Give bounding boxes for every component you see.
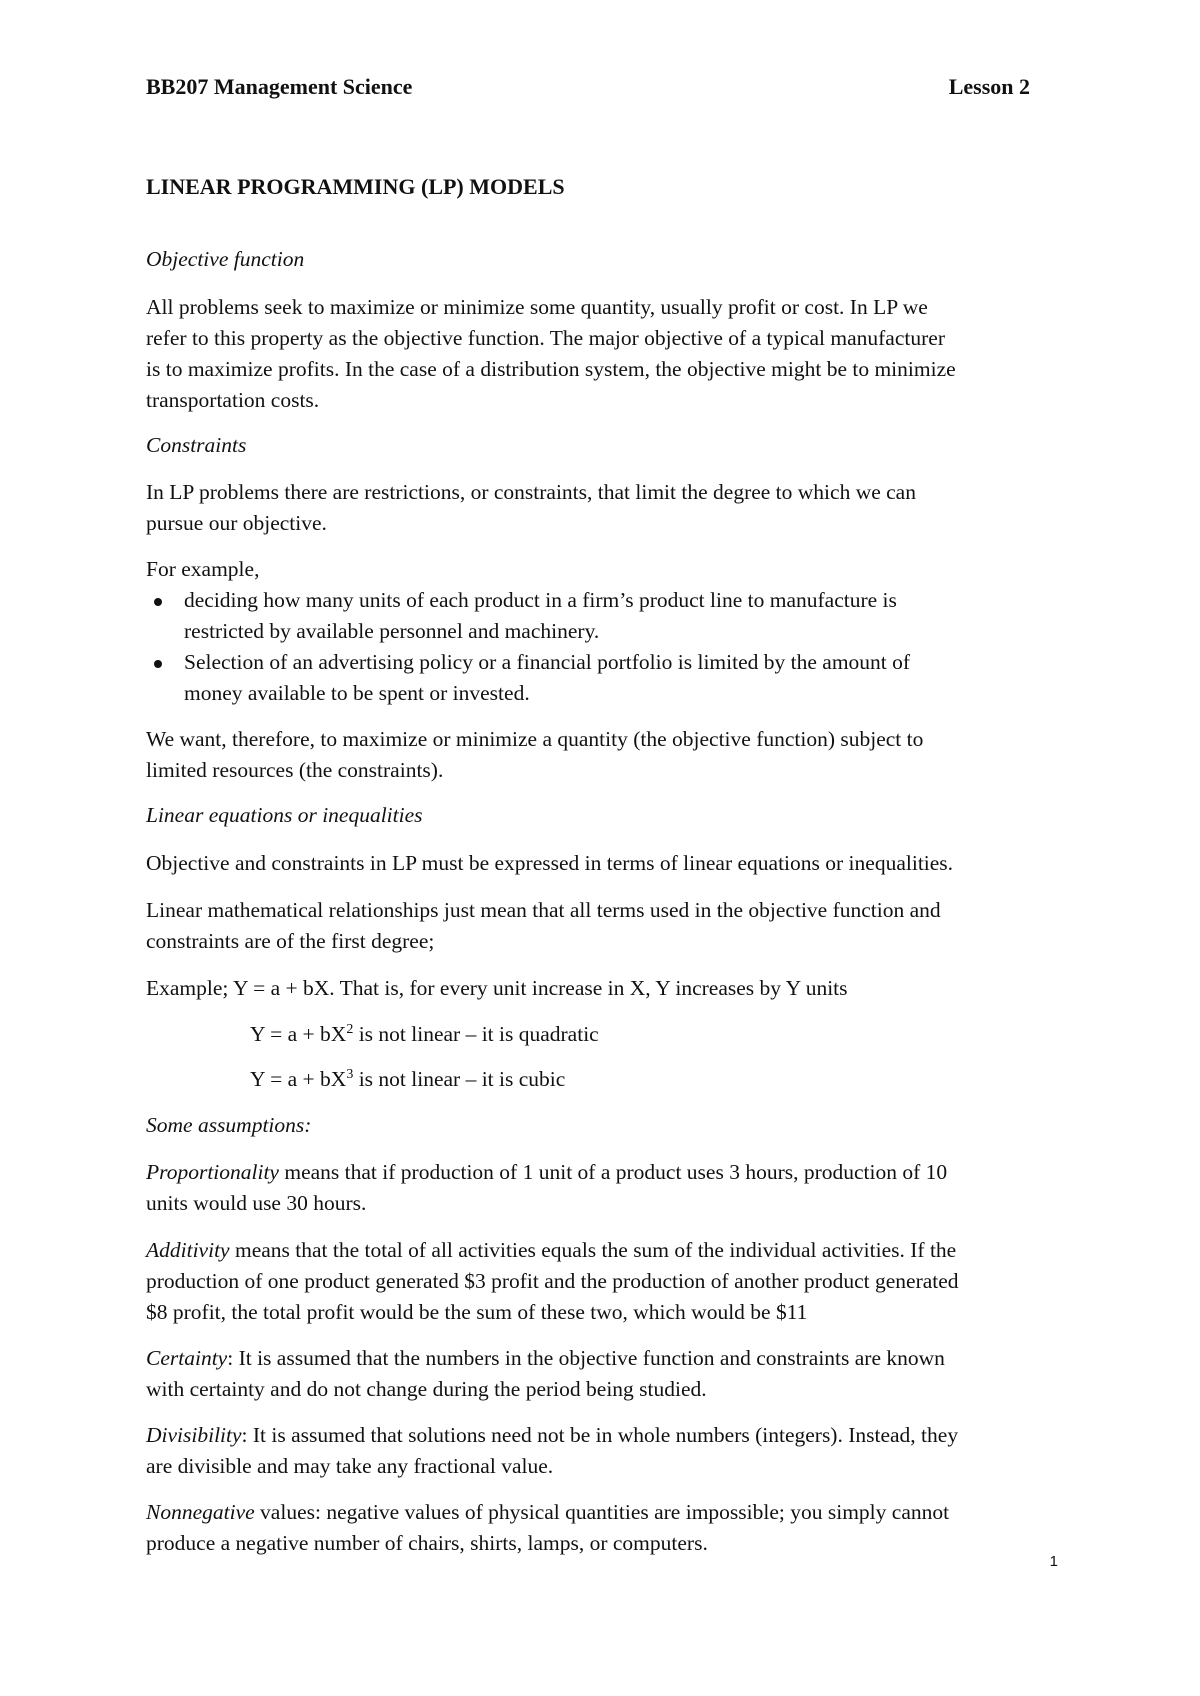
term-proportionality: Proportionality — [146, 1160, 279, 1184]
linear-heading: Linear equations or inequalities — [146, 803, 423, 827]
list-item-text: Selection of an advertising policy or a financial portfolio is limited by the amount of — [184, 650, 911, 674]
page-title: LINEAR PROGRAMMING (LP) MODELS — [146, 174, 565, 199]
constraints-paragraph-line: In LP problems there are restrictions, or constraints, that limit the degree to which we can — [146, 480, 916, 504]
linear-paragraph-line: Linear mathematical relationships just mean that all terms used in the objective function and — [146, 898, 941, 922]
bullet-icon — [154, 660, 162, 668]
example-line: Example; Y = a + bX. That is, for every unit increase in X, Y increases by Y units — [146, 976, 848, 1000]
term-certainty: Certainty — [146, 1346, 228, 1370]
page-number: 1 — [1049, 1553, 1058, 1570]
equation-base: Y = a + bX — [250, 1067, 347, 1091]
certainty-line: with certainty and do not change during the period being studied. — [146, 1377, 707, 1401]
term-additivity: Additivity — [146, 1238, 230, 1262]
divisibility-line: are divisible and may take any fractional value. — [146, 1454, 554, 1478]
additivity-line: production of one product generated $3 profit and the production of another product generated — [146, 1269, 959, 1293]
additivity-text: means that the total of all activities equals the sum of the individual activities. If the — [229, 1238, 957, 1262]
constraints-paragraph-line: pursue our objective. — [146, 511, 327, 535]
additivity-line: $8 profit, the total profit would be the sum of these two, which would be $11 — [146, 1300, 808, 1324]
proportionality-line — [146, 1157, 1076, 1188]
divisibility-line — [146, 1420, 1076, 1451]
bullet-icon — [154, 598, 162, 606]
term-nonnegative: Nonnegative — [146, 1500, 255, 1524]
linear-paragraph: Objective and constraints in LP must be expressed in terms of linear equations or inequalities. — [146, 851, 954, 875]
objective-heading: Objective function — [146, 247, 305, 271]
linear-paragraph-line: constraints are of the first degree; — [146, 929, 435, 953]
equation-text: is not linear – it is cubic — [353, 1067, 566, 1091]
proportionality-text: means that if production of 1 unit of a product uses 3 hours, production of 10 — [278, 1160, 948, 1184]
we-want-line: limited resources (the constraints). — [146, 758, 444, 782]
constraints-heading: Constraints — [146, 433, 247, 457]
nonnegative-text: values: negative values of physical quantities are impossible; you simply cannot — [254, 1500, 950, 1524]
additivity-line — [146, 1235, 1076, 1266]
for-example-label: For example, — [146, 557, 260, 581]
nonnegative-line: produce a negative number of chairs, shirts, lamps, or computers. — [146, 1531, 708, 1555]
equation-exponent: 2 — [346, 1021, 354, 1037]
objective-paragraph-line: transportation costs. — [146, 388, 320, 412]
header-course: BB207 Management Science — [146, 74, 413, 99]
header-lesson: Lesson 2 — [948, 74, 1030, 99]
list-item-text: money available to be spent or invested. — [184, 681, 530, 705]
equation-exponent: 3 — [346, 1066, 354, 1082]
divisibility-text: : It is assumed that solutions need not be in whole numbers (integers). Instead, they — [241, 1423, 959, 1447]
equation-cubic — [250, 1064, 565, 1095]
objective-paragraph-line: All problems seek to maximize or minimize some quantity, usually profit or cost. In LP we — [146, 295, 928, 319]
assumptions-heading: Some assumptions: — [146, 1113, 312, 1137]
term-divisibility: Divisibility — [146, 1423, 242, 1447]
proportionality-line: units would use 30 hours. — [146, 1191, 367, 1215]
equation-quadratic — [250, 1019, 599, 1050]
nonnegative-line — [146, 1497, 1076, 1528]
certainty-line — [146, 1343, 1076, 1374]
certainty-text: : It is assumed that the numbers in the objective function and constraints are known — [227, 1346, 945, 1370]
objective-paragraph-line: refer to this property as the objective function. The major objective of a typical manufacturer — [146, 326, 945, 350]
list-item-text: restricted by available personnel and machinery. — [184, 619, 600, 643]
list-item-text: deciding how many units of each product in a firm’s product line to manufacture is — [184, 588, 897, 612]
equation-text: is not linear – it is quadratic — [353, 1022, 599, 1046]
we-want-line: We want, therefore, to maximize or minimize a quantity (the objective function) subject to — [146, 727, 924, 751]
equation-base: Y = a + bX — [250, 1022, 347, 1046]
objective-paragraph-line: is to maximize profits. In the case of a distribution system, the objective might be to minimize — [146, 357, 956, 381]
